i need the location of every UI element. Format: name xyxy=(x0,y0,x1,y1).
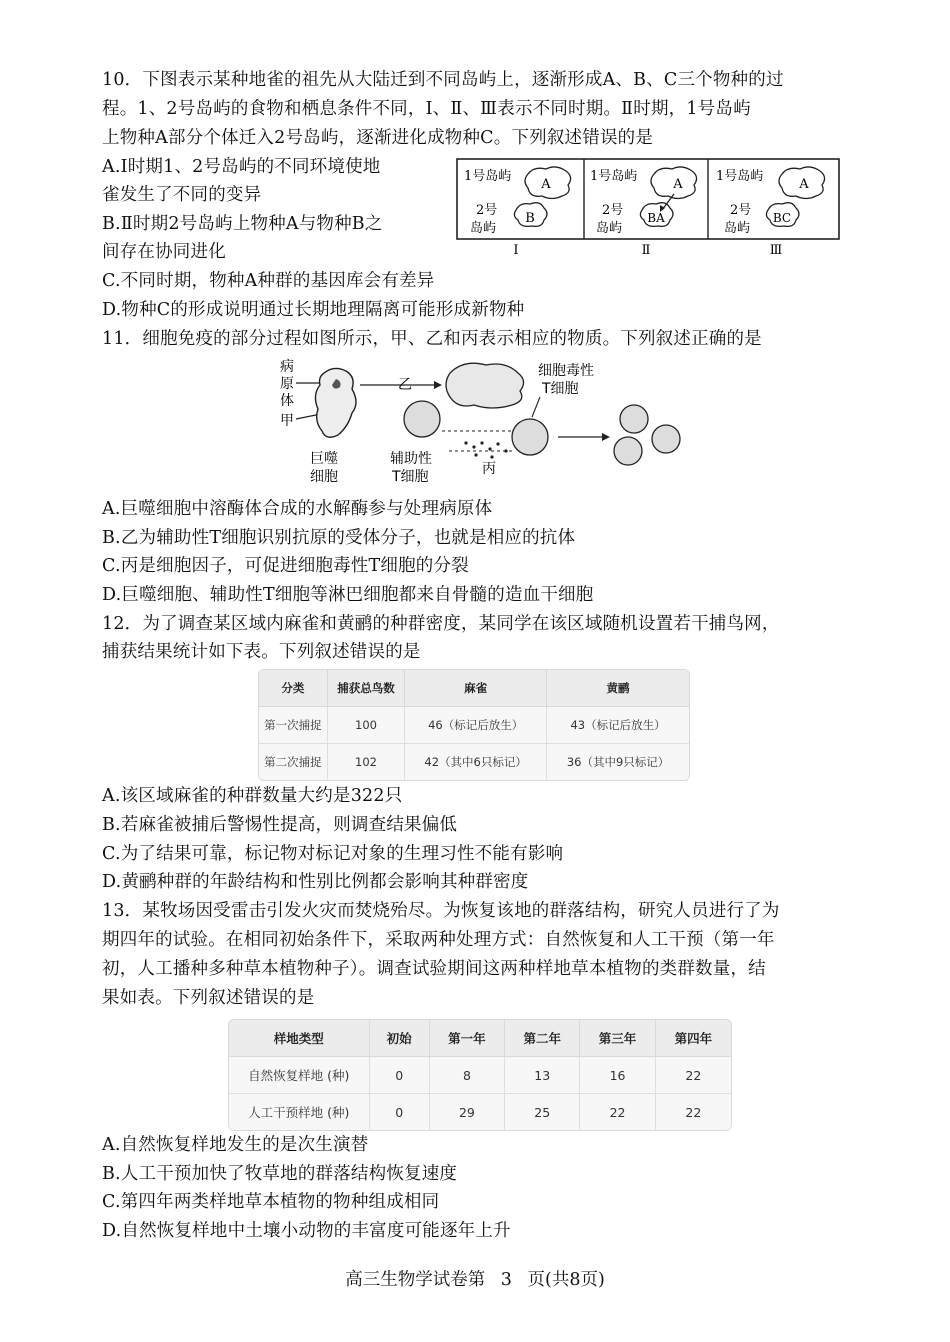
q10-island-figure xyxy=(456,158,840,258)
q11-option-d: D.巨噬细胞、辅助性T细胞等淋巴细胞都来自骨髓的造血干细胞 xyxy=(102,585,594,605)
q12-option-c: C.为了结果可靠，标记物对标记对象的生理习性不能有影响 xyxy=(102,844,564,864)
jia-label: 甲 xyxy=(280,413,294,429)
table-header: 第二年 xyxy=(505,1020,580,1057)
table-cell: 102 xyxy=(328,744,405,780)
island2-label-line1: 2号 xyxy=(602,203,624,218)
macrophage-label: 巨噬 xyxy=(310,451,338,467)
q13-species-table xyxy=(228,1019,732,1131)
table-cell: 42（其中6只标记） xyxy=(405,744,547,780)
q13-stem-line1: 13．某牧场因受雷击引发火灾而焚烧殆尽。为恢复该地的群落结构，研究人员进行了为 xyxy=(102,901,780,921)
q10-option-a-line2: 雀发生了不同的变异 xyxy=(102,185,262,205)
table-cell: 22 xyxy=(580,1094,655,1130)
table-row xyxy=(259,744,689,780)
pathogen-label: 体 xyxy=(280,393,294,409)
table-cell: 100 xyxy=(328,707,405,744)
island2-label-line2: 岛屿 xyxy=(596,221,623,236)
table-header: 麻雀 xyxy=(405,670,547,707)
q10-stem-line1: 10．下图表示某种地雀的祖先从大陆迁到不同岛屿上，逐渐形成A、B、C三个物种的过 xyxy=(102,70,784,90)
helper-t-label: 辅助性 xyxy=(390,451,432,467)
table-cell: 22 xyxy=(656,1057,731,1094)
q11-immunity-figure xyxy=(280,355,700,490)
q13-option-a: A.自然恢复样地发生的是次生演替 xyxy=(102,1135,369,1155)
q10-stem-line3: 上物种A部分个体迁入2号岛屿，逐渐进化成物种C。下列叙述错误的是 xyxy=(102,128,654,148)
q13-option-c: C.第四年两类样地草本植物的物种组成相同 xyxy=(102,1192,440,1212)
table-cell: 22 xyxy=(656,1094,731,1130)
q10-option-d: D.物种C的形成说明通过长期地理隔离可能形成新物种 xyxy=(102,300,525,320)
table-cell: 人工干预样地 (种) xyxy=(229,1094,370,1130)
pointer-line xyxy=(532,397,540,417)
q11-stem: 11．细胞免疫的部分过程如图所示，甲、乙和丙表示相应的物质。下列叙述正确的是 xyxy=(102,329,762,349)
island2-label-line1: 2号 xyxy=(730,203,752,218)
q10-option-c: C.不同时期，物种A种群的基因库会有差异 xyxy=(102,271,435,291)
island2-label-line1: 2号 xyxy=(476,203,498,218)
macrophage-cell-2 xyxy=(446,363,524,408)
q10-option-b-line2: 间存在协同进化 xyxy=(102,242,226,262)
cytotoxic-t-label: 细胞毒性 xyxy=(538,363,594,379)
species-label: BC xyxy=(772,211,792,225)
figure-frame xyxy=(457,159,839,239)
q11-option-a: A.巨噬细胞中溶酶体合成的水解酶参与处理病原体 xyxy=(102,499,493,519)
helper-t-cell xyxy=(404,401,440,437)
period-label: Ⅱ xyxy=(641,243,651,258)
pathogen-label: 原 xyxy=(280,376,294,392)
q12-option-d: D.黄鹂种群的年龄结构和性别比例都会影响其种群密度 xyxy=(102,872,529,892)
table-cell: 16 xyxy=(580,1057,655,1094)
panel-1 xyxy=(464,167,571,236)
panel-3 xyxy=(716,167,825,236)
species-label: BA xyxy=(647,211,665,225)
table-cell: 46（标记后放生） xyxy=(405,707,547,744)
footer-prefix: 高三生物学试卷第 xyxy=(345,1270,486,1290)
table-header: 第四年 xyxy=(656,1020,731,1057)
panel-2 xyxy=(590,167,697,236)
q12-option-b: B.若麻雀被捕后警惕性提高，则调查结果偏低 xyxy=(102,815,458,835)
arrow-head xyxy=(602,433,610,441)
q11-option-c: C.丙是细胞因子，可促进细胞毒性T细胞的分裂 xyxy=(102,556,469,576)
table-header: 黄鹂 xyxy=(547,670,689,707)
page-number: 3 xyxy=(500,1270,512,1290)
table-header: 初始 xyxy=(370,1020,430,1057)
q13-option-d: D.自然恢复样地中土壤小动物的丰富度可能逐年上升 xyxy=(102,1221,511,1241)
helper-t-label: T细胞 xyxy=(392,469,429,485)
arrow-head xyxy=(434,381,442,389)
table-cell: 13 xyxy=(505,1057,580,1094)
table-cell: 0 xyxy=(370,1057,430,1094)
table-cell: 8 xyxy=(430,1057,505,1094)
q13-stem-line4: 果如表。下列叙述错误的是 xyxy=(102,988,315,1008)
species-label: B xyxy=(525,211,535,226)
table-header: 捕获总鸟数 xyxy=(328,670,405,707)
period-label: Ⅰ xyxy=(513,243,519,258)
island2-label-line2: 岛屿 xyxy=(470,221,497,236)
table-header: 第一年 xyxy=(430,1020,505,1057)
q13-stem-line2: 期四年的试验。在相同初始条件下，采取两种处理方式：自然恢复和人工干预（第一年 xyxy=(102,930,775,950)
q12-stem-line2: 捕获结果统计如下表。下列叙述错误的是 xyxy=(102,642,421,662)
table-header: 分类 xyxy=(259,670,328,707)
species-label: A xyxy=(799,177,809,192)
footer-suffix: 页(共8页) xyxy=(527,1270,605,1290)
table-row xyxy=(229,1094,731,1130)
macrophage-cell xyxy=(315,368,356,437)
island2-label-line2: 岛屿 xyxy=(724,221,751,236)
table-header: 样地类型 xyxy=(229,1020,370,1057)
q10-option-b-line1: B.Ⅱ时期2号岛屿上物种A与物种B之 xyxy=(102,214,383,234)
table-cell: 25 xyxy=(505,1094,580,1130)
q13-option-b: B.人工干预加快了牧草地的群落结构恢复速度 xyxy=(102,1164,458,1184)
cytotoxic-t-label: T细胞 xyxy=(542,381,579,397)
cytotoxic-t-cell xyxy=(512,419,548,455)
q10-stem-line2: 程。1、2号岛屿的食物和栖息条件不同，Ⅰ、Ⅱ、Ⅲ表示不同时期。Ⅱ时期，1号岛屿 xyxy=(102,99,751,119)
macrophage-label: 细胞 xyxy=(310,469,338,485)
period-label: Ⅲ xyxy=(769,243,783,258)
table-cell: 第一次捕捉 xyxy=(259,707,328,744)
pathogen-label: 病 xyxy=(280,359,294,375)
table-header: 第三年 xyxy=(580,1020,655,1057)
species-label: A xyxy=(541,177,551,192)
island1-label: 1号岛屿 xyxy=(716,169,764,184)
q11-option-b: B.乙为辅助性T细胞识别抗原的受体分子，也就是相应的抗体 xyxy=(102,528,576,548)
table-cell: 43（标记后放生） xyxy=(547,707,689,744)
bing-label: 丙 xyxy=(482,461,496,477)
q12-capture-table xyxy=(258,669,690,781)
yi-label: 乙 xyxy=(398,377,412,393)
table-row xyxy=(229,1057,731,1094)
q13-stem-line3: 初，人工播种多种草本植物种子）。调查试验期间这两种样地草本植物的类群数量，结 xyxy=(102,959,766,979)
table-cell: 0 xyxy=(370,1094,430,1130)
table-cell: 29 xyxy=(430,1094,505,1130)
island1-label: 1号岛屿 xyxy=(590,169,638,184)
table-cell: 36（其中9只标记） xyxy=(547,744,689,780)
daughter-cell xyxy=(620,405,648,433)
daughter-cell xyxy=(614,437,642,465)
daughter-cell xyxy=(652,425,680,453)
table-row xyxy=(259,707,689,744)
species-label: A xyxy=(673,177,683,192)
table-cell: 第二次捕捉 xyxy=(259,744,328,780)
q12-stem-line1: 12．为了调查某区域内麻雀和黄鹂的种群密度，某同学在该区域随机设置若干捕鸟网， xyxy=(102,614,780,634)
table-cell: 自然恢复样地 (种) xyxy=(229,1057,370,1094)
page-footer xyxy=(0,1266,950,1291)
q12-option-a: A.该区域麻雀的种群数量大约是322只 xyxy=(102,786,403,806)
q10-option-a-line1: A.Ⅰ时期1、2号岛屿的不同环境使地 xyxy=(102,157,381,177)
island1-label: 1号岛屿 xyxy=(464,169,512,184)
